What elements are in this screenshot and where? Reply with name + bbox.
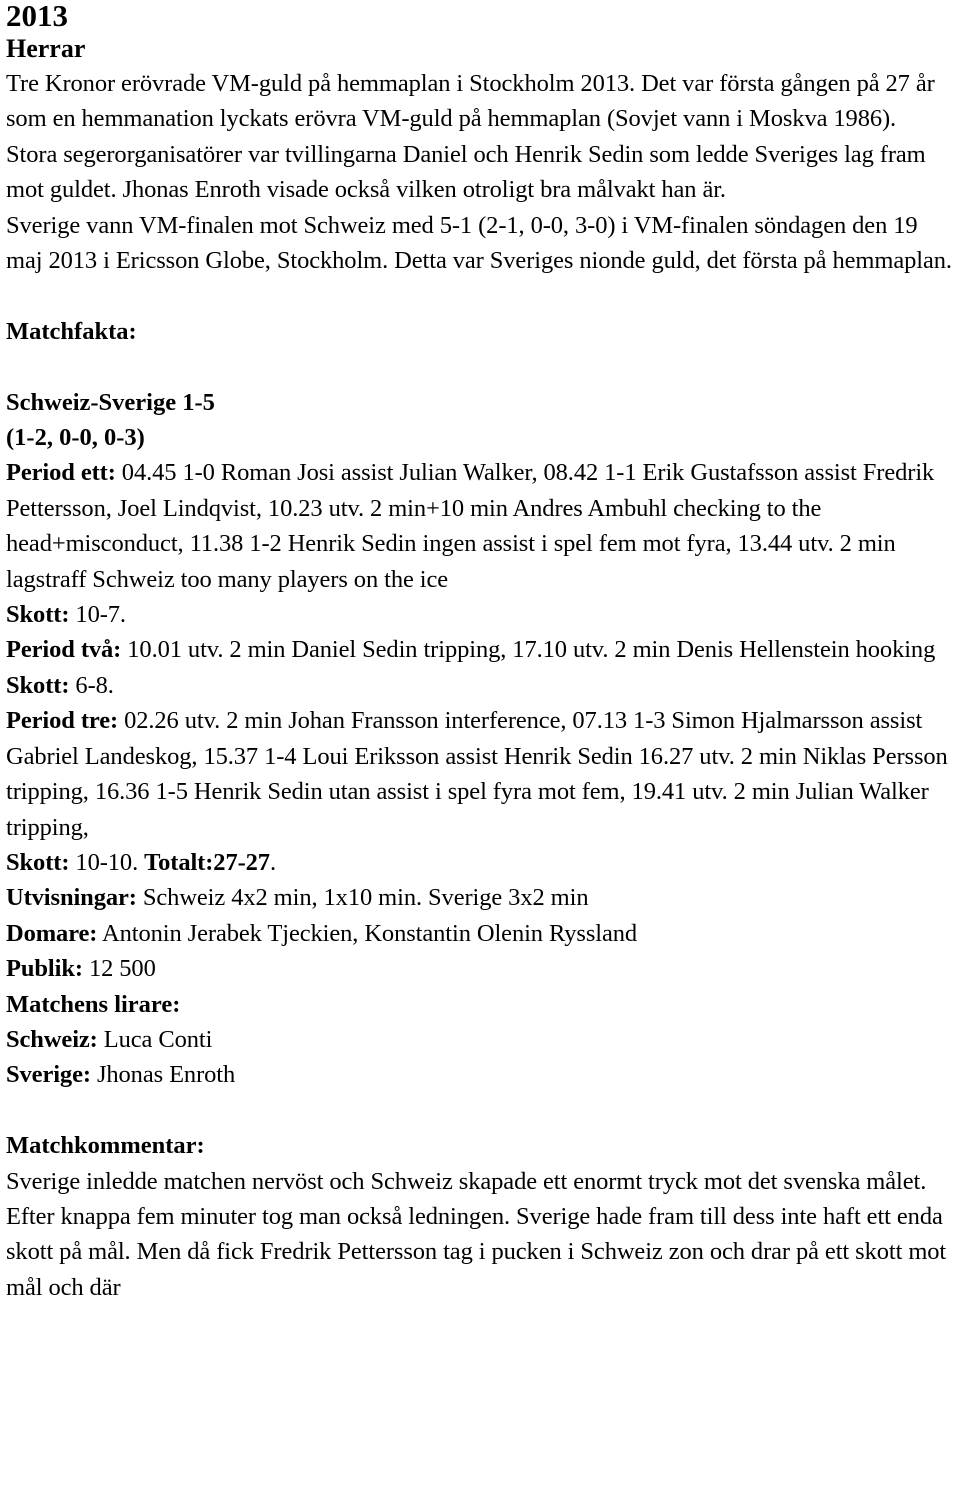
audience <box>6 951 960 986</box>
referee-label: Domare: <box>6 919 98 947</box>
audience-label: Publik: <box>6 955 83 983</box>
period-two-label: Period två: <box>6 636 122 664</box>
matchfakta-heading: Matchfakta: <box>6 317 137 345</box>
period-one-events <box>6 455 960 597</box>
players-heading: Matchens lirare: <box>6 990 181 1018</box>
intro-paragraph-2: Stora segerorganisatörer var tvillingarna Daniel och Henrik Sedin som ledde Sveriges lag fram mot guldet. Jhonas Enroth visade också vilken otroligt bra målvakt han är. <box>6 140 926 204</box>
match-result: Schweiz-Sverige 1-5 <box>6 388 215 416</box>
shots-label: Skott: <box>6 848 70 876</box>
player-sverige <box>6 1057 960 1092</box>
total-label: Totalt:27-27 <box>144 848 270 876</box>
year-heading: 2013 <box>6 0 68 33</box>
player-schweiz-label: Schweiz: <box>6 1025 98 1053</box>
period-one-shots <box>6 597 960 632</box>
intro-paragraph-3: Sverige vann VM-finalen mot Schweiz med 5-1 (2-1, 0-0, 3-0) i VM-finalen söndagen den 19 maj 2013 i Ericsson Globe, Stockholm. Detta var Sveriges nionde guld, det första på hemmaplan. <box>6 211 952 275</box>
player-sverige-label: Sverige: <box>6 1061 91 1089</box>
penalties-value: Schweiz 4x2 min, 1x10 min. Sverige 3x2 min <box>136 884 589 912</box>
player-schweiz-value: Luca Conti <box>97 1025 213 1053</box>
period-one-text: 04.45 1-0 Roman Josi assist Julian Walker, 08.42 1-1 Erik Gustafsson assist Fredrik Pettersson, Joel Lindqvist, 10.23 utv. 2 min+10 min Andres Ambuhl checking to the head+misconduct, 11.38 1-2 Henrik Sedin ingen assist i spel fem mot fyra, 13.44 utv. 2 min lagstraff Schweiz too many players on the ice <box>6 459 935 593</box>
total-end: . <box>269 848 276 876</box>
player-sverige-value: Jhonas Enroth <box>90 1061 236 1089</box>
referee-value: Antonin Jerabek Tjeckien, Konstantin Olenin Ryssland <box>97 919 638 947</box>
period-three-events <box>6 703 960 845</box>
penalties <box>6 880 960 915</box>
spacer <box>6 278 960 313</box>
period-scores: (1-2, 0-0, 0-3) <box>6 424 145 452</box>
penalties-label: Utvisningar: <box>6 884 137 912</box>
player-schweiz <box>6 1022 960 1057</box>
referees <box>6 916 960 951</box>
shots-label: Skott: <box>6 601 70 629</box>
shots-label: Skott: <box>6 671 70 699</box>
period-three-label: Period tre: <box>6 707 119 735</box>
spacer <box>6 349 960 384</box>
spacer <box>6 1093 960 1128</box>
comment-heading: Matchkommentar: <box>6 1132 205 1160</box>
period-two-shots <box>6 668 960 703</box>
period-two-events <box>6 632 960 667</box>
shots-value: 6-8. <box>69 671 114 699</box>
shots-value: 10-7. <box>69 601 126 629</box>
intro-paragraph-1: Tre Kronor erövrade VM-guld på hemmaplan i Stockholm 2013. Det var första gången på 27 år som en hemmanation lyckats erövra VM-guld på hemmaplan (Sovjet vann i Moskva 1986). <box>6 70 935 133</box>
audience-value: 12 500 <box>82 955 156 983</box>
period-two-text: 10.01 utv. 2 min Daniel Sedin tripping, 17.10 utv. 2 min Denis Hellenstein hooking <box>121 636 936 664</box>
period-three-text: 02.26 utv. 2 min Johan Fransson interference, 07.13 1-3 Simon Hjalmarsson assist Gabriel Landeskog, 15.37 1-4 Loui Eriksson assist Henrik Sedin 16.27 utv. 2 min Niklas Persson tripping, 16.36 1-5 Henrik Sedin utan assist i spel fyra mot fem, 19.41 utv. 2 min Julian Walker tripping, <box>6 707 948 841</box>
period-one-label: Period ett: <box>6 459 116 487</box>
category-heading: Herrar <box>6 34 86 63</box>
comment-text: Sverige inledde matchen nervöst och Schweiz skapade ett enormt tryck mot det svenska målet. Efter knappa fem minuter tog man också ledningen. Sverige hade fram till dess inte haft ett enda skott på mål. Men då fick Fredrik Pettersson tag i pucken i Schweiz zon och drar på ett skott mot mål och där <box>6 1167 947 1301</box>
shots-value: 10-10. <box>69 848 145 876</box>
period-three-shots <box>6 845 960 880</box>
